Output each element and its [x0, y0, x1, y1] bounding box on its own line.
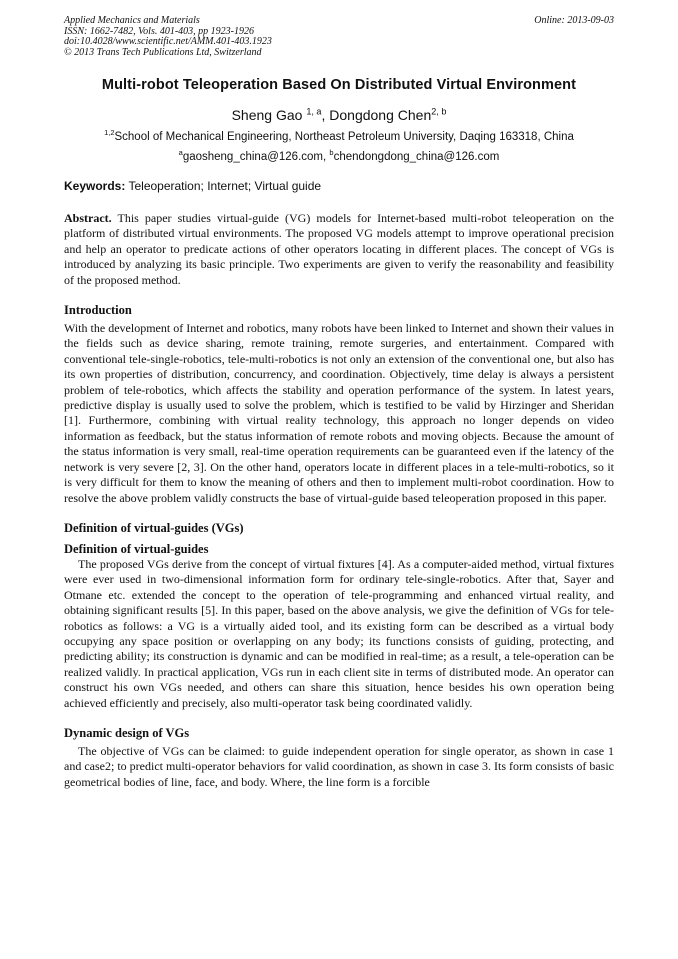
email-a: gaosheng_china@126.com, [182, 151, 330, 163]
email-a-mark: a [178, 148, 183, 158]
keywords-label: Keywords: [64, 179, 126, 193]
affiliation-text: School of Mechanical Engineering, Northeast Petroleum University, Daqing 163318, China [114, 131, 574, 143]
paper-title: Multi-robot Teleoperation Based On Distributed Virtual Environment [101, 77, 577, 93]
author-separator: , [321, 107, 330, 123]
abstract [64, 211, 614, 288]
author-line [64, 107, 614, 123]
abstract-text: This paper studies virtual-guide (VG) models for Internet-based multi-robot teleoperation on the platform of distributed virtual environments. The proposed VG models attempt to improve operational precision and help an operator to predicate actions of other operators locating in different places. The concept of VGs is introduced by analyzing its basic principle. Two experiments are given to verify the reasonability and feasibility of the proposed method. [64, 211, 614, 287]
definition-subheading: Definition of virtual-guides [64, 541, 209, 556]
journal-header [64, 16, 614, 58]
definition-body: The proposed VGs derive from the concept of virtual fixtures [4]. As a computer-aided method, virtual fixtures were ever used in two-dimensional information form for ordinary tele-single-robotics. After that, Sayer and Otmane etc. extended the concept to the operation of tele-programming and enhanced virtual reality, and obtaining significant results [5]. In this paper, based on the above analysis, we give the definition of VGs for tele-robotics as follows: a VG is a virtually aided tool, and its existing form can be described as a virtual body occupying any space position or overlapping on any body; its functions consists of guiding, protecting, and predicting ability; its construction is dynamic and can be modified in real-time; as a result, a tele-operation can be realized validly. In practical application, VGs run in each client site in terms of distributed mode. An operator can construct his own VGs needed, and others can share this situation, hence besides his own operation being achieved efficiently and precisely, also multi-operator task being coordinated validly. [64, 556, 614, 710]
abstract-label: Abstract. [64, 211, 112, 225]
email-b-mark: b [329, 148, 334, 158]
author-2-name: Dongdong Chen [329, 107, 432, 123]
author-emails [64, 148, 614, 163]
keywords-text: Teleoperation; Internet; Virtual guide [125, 179, 322, 193]
journal-issn: ISSN: 1662-7482, Vols. 401-403, pp 1923-1926 [64, 25, 254, 37]
keywords [64, 179, 614, 193]
author-1-affiliation-mark: 1, a [306, 106, 322, 117]
journal-copyright: © 2013 Trans Tech Publications Ltd, Switzerland [64, 46, 262, 58]
affiliation [64, 128, 614, 143]
introduction-heading: Introduction [64, 303, 132, 318]
author-2-affiliation-mark: 2, b [431, 106, 447, 117]
journal-doi: doi:10.4028/www.scientific.net/AMM.401-403.1923 [64, 36, 272, 47]
author-1-name: Sheng Gao [231, 107, 303, 123]
definition-heading: Definition of virtual-guides (VGs) [64, 520, 244, 535]
dynamic-design-heading: Dynamic design of VGs [64, 725, 190, 740]
dynamic-design-body: The objective of VGs can be claimed: to guide independent operation for single operator, as shown in case 1 and case2; to predict multi-operator behaviors for valid coordination, as shown in case 3. Its form consists of basic geometrical bodies of line, face, and body. Where, the line form is a forcible [64, 743, 614, 789]
journal-name: Applied Mechanics and Materials [64, 15, 200, 26]
email-b: chendongdong_china@126.com [333, 151, 500, 163]
introduction-body: With the development of Internet and robotics, many robots have been linked to Internet and shown their values in the fields such as device sharing, remote training, remote surgeries, and entertainment. Compared with conventional tele-single-robotics, tele-multi-robotics is not only an extension of the conventional one, but also has its own properties of distribution, concurrency, and coordination. Objectively, time delay is always a persistent problem of tele-robotics, which affects the stability and operation performance of the system. In latest years, predictive display is usually used to solve the problem, which is testified to be valid by Hirzinger and Sheridan [1]. Furthermore, combining with virtual reality technology, this approach no longer depends on video information as feedback, but the status information of remote robots and moving objects. Because the amount of the status information is very small, real-time operation requirements can be guaranteed even if the latency of the network is very severe [2, 3]. On the other hand, operators locate in different places in a tele-multi-robotics, so it is very difficult for them to know the meaning of others and then to implement multi-robot coordination. How to resolve the above problem validly constructs the base of virtual-guide based teleoperation proposed in this paper. [64, 321, 614, 505]
affiliation-mark: 1,2 [104, 128, 115, 138]
online-date: Online: 2013-09-03 [534, 15, 614, 26]
